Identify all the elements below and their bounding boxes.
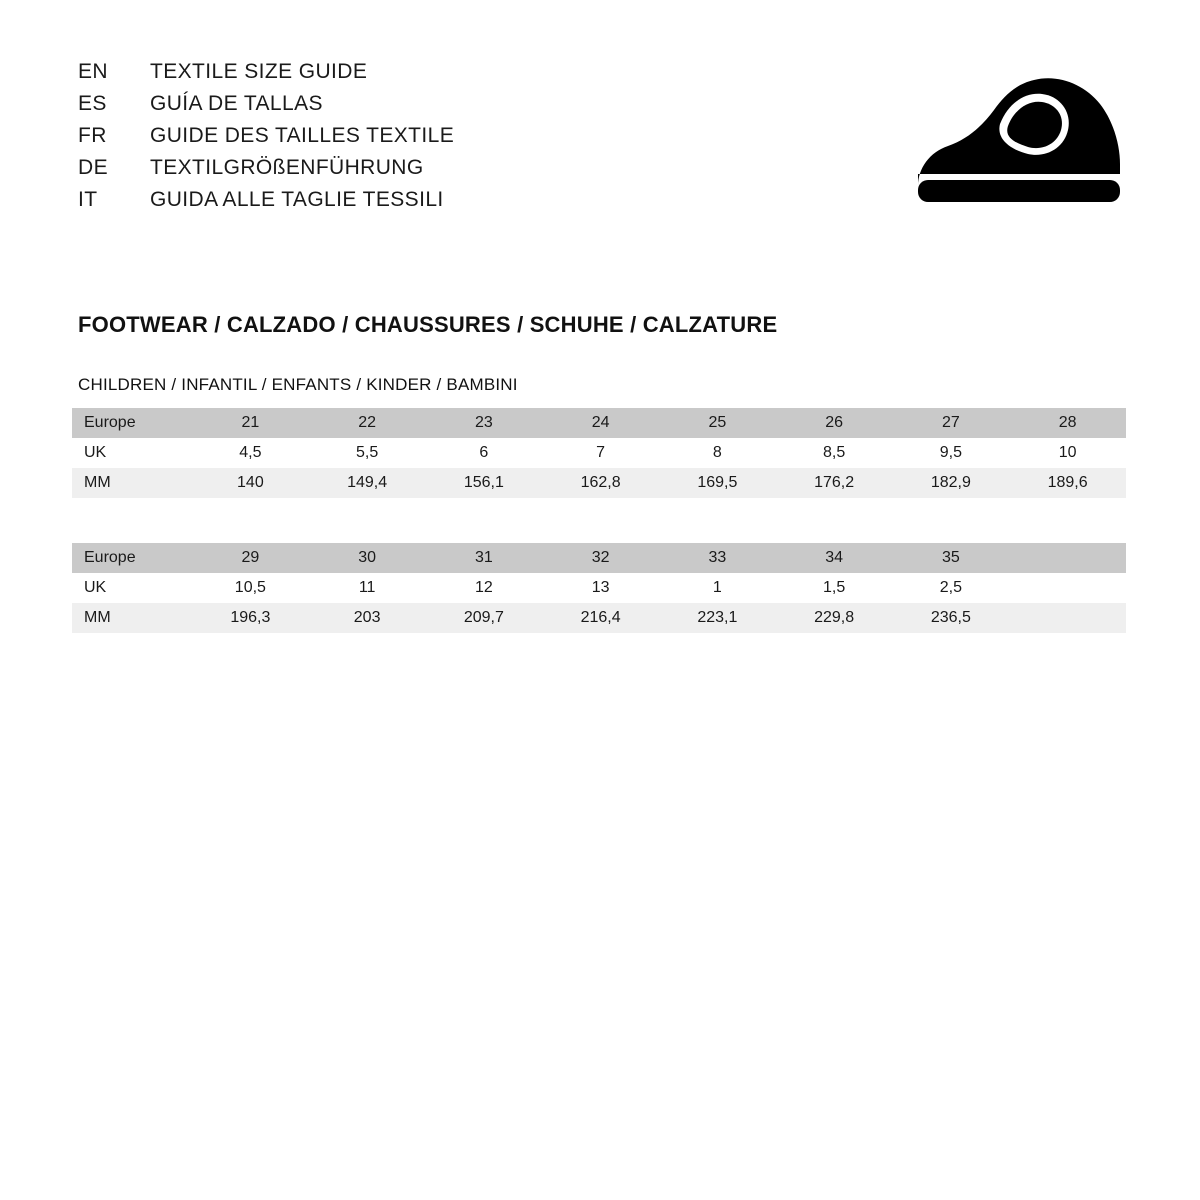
table-cell: 35 [893, 543, 1010, 573]
table-row [72, 408, 1126, 438]
table-cell: 25 [659, 408, 776, 438]
language-code: FR [78, 124, 107, 147]
table-cell: 8 [659, 438, 776, 468]
table-cell: 10 [1009, 438, 1126, 468]
table-cell: 10,5 [192, 573, 309, 603]
table-cell: 31 [426, 543, 543, 573]
table-cell: 28 [1009, 408, 1126, 438]
row-label: UK [72, 438, 192, 468]
table-cell: 140 [192, 468, 309, 498]
table-cell: 149,4 [309, 468, 426, 498]
row-label: MM [72, 468, 192, 498]
table-cell: 176,2 [776, 468, 893, 498]
table-cell: 11 [309, 573, 426, 603]
row-label: Europe [72, 543, 192, 573]
language-label: GUIDA ALLE TAGLIE TESSILI [150, 188, 444, 211]
table-cell: 156,1 [426, 468, 543, 498]
table-cell [1009, 573, 1126, 603]
table-cell: 26 [776, 408, 893, 438]
table-cell: 23 [426, 408, 543, 438]
table-row [72, 603, 1126, 633]
table-cell: 196,3 [192, 603, 309, 633]
table-body [72, 408, 1126, 498]
table-cell: 29 [192, 543, 309, 573]
table-cell: 1 [659, 573, 776, 603]
table-cell: 21 [192, 408, 309, 438]
table-cell: 6 [426, 438, 543, 468]
table-cell: 169,5 [659, 468, 776, 498]
row-label: Europe [72, 408, 192, 438]
table-row [72, 468, 1126, 498]
table-cell: 7 [542, 438, 659, 468]
size-table-children-2 [72, 543, 1126, 633]
table-cell: 30 [309, 543, 426, 573]
table-cell: 5,5 [309, 438, 426, 468]
table-cell: 1,5 [776, 573, 893, 603]
table-cell: 27 [893, 408, 1010, 438]
table-cell [1009, 543, 1126, 573]
table-cell: 22 [309, 408, 426, 438]
table-cell: 34 [776, 543, 893, 573]
table-row [72, 573, 1126, 603]
row-label: UK [72, 573, 192, 603]
table-body [72, 543, 1126, 633]
table-row [72, 543, 1126, 573]
language-code: ES [78, 92, 107, 115]
table-cell: 2,5 [893, 573, 1010, 603]
group-title: CHILDREN / INFANTIL / ENFANTS / KINDER / BAMBINI [78, 375, 518, 394]
language-code: IT [78, 188, 98, 211]
table-cell: 4,5 [192, 438, 309, 468]
table-cell: 182,9 [893, 468, 1010, 498]
table-cell: 9,5 [893, 438, 1010, 468]
table-cell: 32 [542, 543, 659, 573]
table-cell: 203 [309, 603, 426, 633]
language-label: TEXTILGRÖßENFÜHRUNG [150, 156, 424, 179]
table-row [72, 438, 1126, 468]
language-code: DE [78, 156, 108, 179]
table-cell: 12 [426, 573, 543, 603]
language-label: GUIDE DES TAILLES TEXTILE [150, 124, 455, 147]
table-cell: 223,1 [659, 603, 776, 633]
language-code: EN [78, 60, 108, 83]
row-label: MM [72, 603, 192, 633]
table-cell: 216,4 [542, 603, 659, 633]
table-cell: 189,6 [1009, 468, 1126, 498]
language-label: GUÍA DE TALLAS [150, 92, 323, 115]
table-cell [1009, 603, 1126, 633]
table-cell: 33 [659, 543, 776, 573]
section-title: FOOTWEAR / CALZADO / CHAUSSURES / SCHUHE / CALZATURE [78, 312, 778, 337]
table-cell: 24 [542, 408, 659, 438]
table-cell: 229,8 [776, 603, 893, 633]
table-cell: 162,8 [542, 468, 659, 498]
size-table-children-1 [72, 408, 1126, 498]
language-label: TEXTILE SIZE GUIDE [150, 60, 368, 83]
table-cell: 209,7 [426, 603, 543, 633]
shoe-icon [908, 68, 1128, 218]
table-cell: 13 [542, 573, 659, 603]
table-cell: 8,5 [776, 438, 893, 468]
table-cell: 236,5 [893, 603, 1010, 633]
